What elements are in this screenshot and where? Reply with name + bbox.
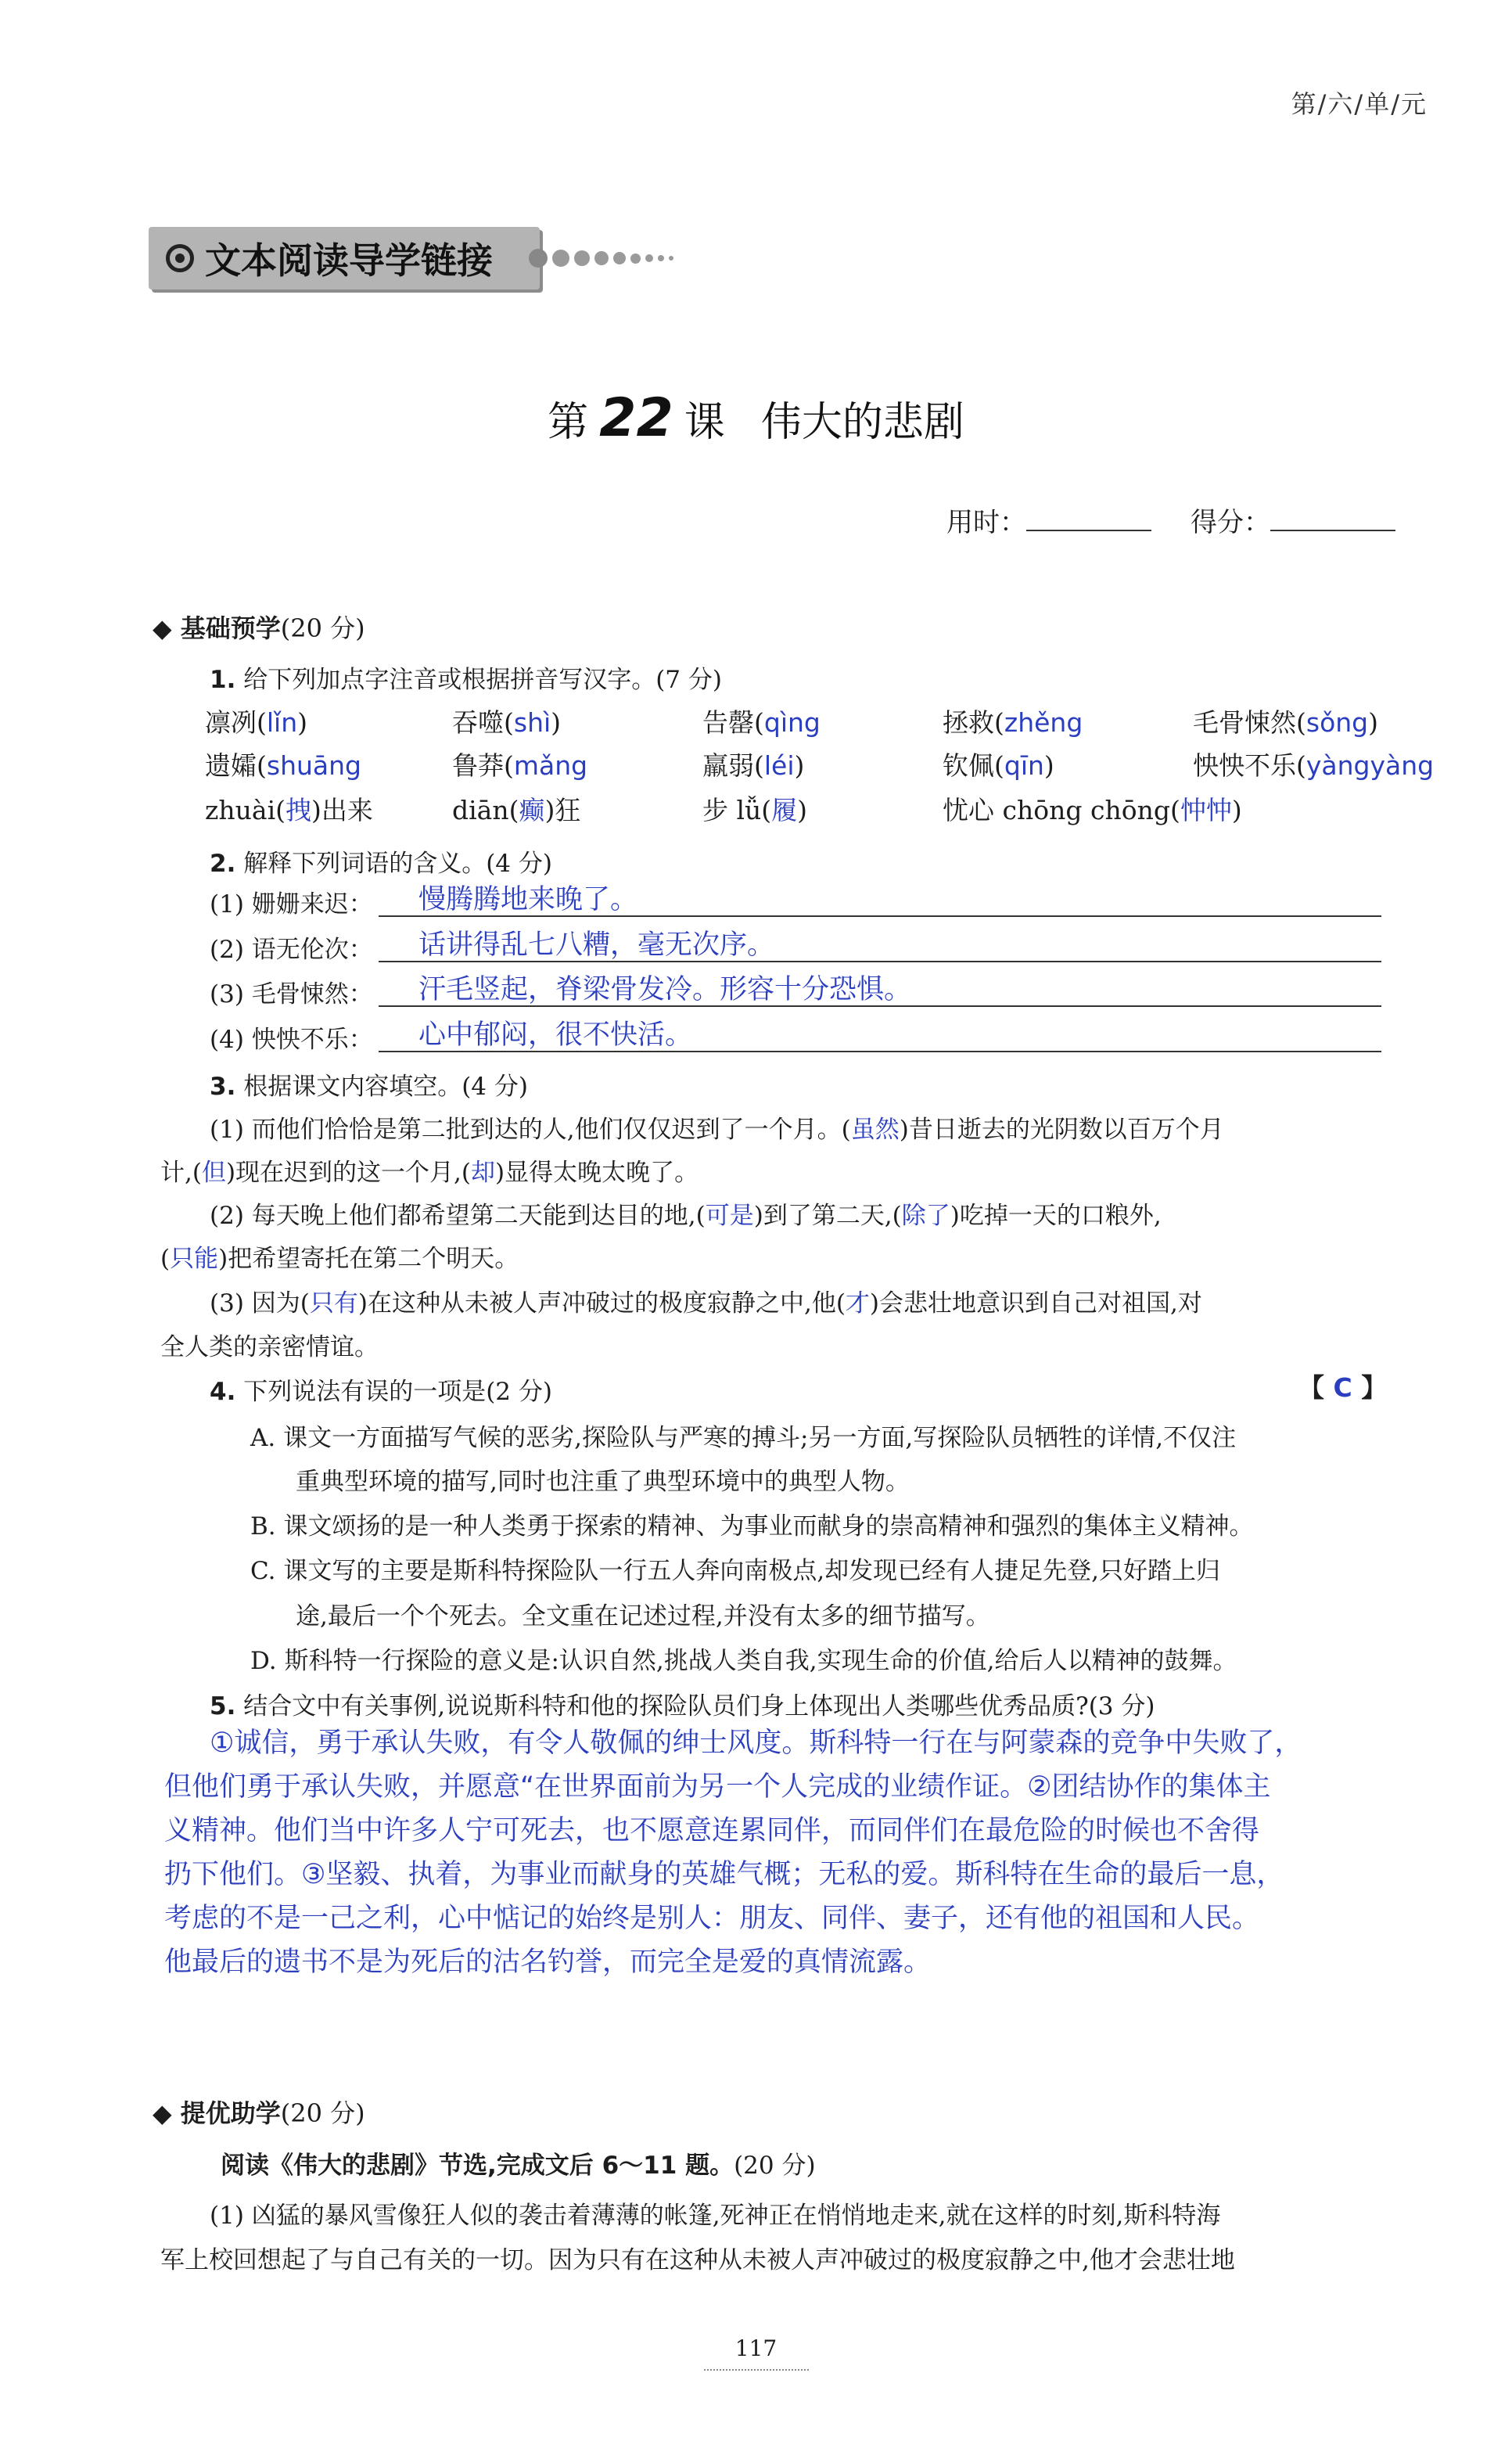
q4-stem: 4. 下列说法有误的一项是(2 分) — [210, 1378, 552, 1406]
lesson-number: 22 — [599, 387, 673, 449]
q1-item: diān(癫)狂 — [452, 795, 581, 825]
q2-answer: 汗毛竖起，脊梁骨发冷。形容十分恐惧。 — [418, 974, 912, 1005]
q1-item: 拯救(zhěng — [943, 707, 1083, 738]
q3-line1: (1) 而他们恰恰是第二批到达的人,他们仅仅迟到了一个月。(虽然)昔日逝去的光阴数以百万个月 — [210, 1116, 1224, 1144]
q1-item: 毛骨悚然(sǒng) — [1193, 707, 1378, 738]
section-banner — [149, 227, 540, 289]
reading-para-1: (1) 凶猛的暴风雪像狂人似的袭击着薄薄的帐篷,死神正在悄悄地走来,就在这样的时刻,斯科特海 — [210, 2202, 1221, 2230]
q2-label: (3) 毛骨悚然： — [210, 980, 373, 1008]
q1-item: zhuài(拽)出来 — [205, 795, 373, 825]
lesson-title — [0, 387, 1512, 449]
q1-item-answer: 癫 — [519, 795, 545, 825]
q1-item-answer: 履 — [771, 795, 798, 825]
q1-item-answer: 忡忡 — [1180, 795, 1232, 825]
section2-points: (20 分) — [280, 2098, 365, 2128]
target-icon — [166, 244, 194, 272]
section-advanced: ◆ 提优助学(20 分) — [153, 2098, 365, 2128]
page-number-underline — [704, 2369, 809, 2371]
q5-answer-line: ①诚信，勇于承认失败，有令人敬佩的绅士风度。斯科特一行在与阿蒙森的竞争中失败了， — [210, 1728, 1302, 1759]
q4-option-c-cont: 途,最后一个个死去。全文重在记述过程,并没有太多的细节描写。 — [296, 1602, 990, 1630]
q1-item: 遗孀(shuāng — [205, 750, 361, 781]
q3-line6: 全人类的亲密情谊。 — [160, 1333, 379, 1361]
q1-item: 忧心 chōng chōng(忡忡) — [943, 795, 1242, 825]
banner-label: 文本阅读导学链接 — [205, 239, 493, 282]
section1-points: (20 分) — [280, 613, 365, 643]
q4-option-d: D. 斯科特一行探险的意义是:认识自然,挑战人类自我,实现生命的价值,给后人以精神的鼓舞。 — [250, 1647, 1237, 1675]
q5-answer-line: 他最后的遗书不是为死后的沽名钓誉，而完全是爱的真情流露。 — [164, 1947, 932, 1978]
q1-item-answer: mǎng — [513, 750, 588, 781]
q1-item-answer: sǒng — [1305, 707, 1369, 738]
q2-answer: 心中郁闷，很不快活。 — [418, 1019, 693, 1051]
banner-dots — [529, 249, 673, 268]
q2-answer: 慢腾腾地来晚了。 — [418, 884, 638, 915]
reading-intro: 阅读《伟大的悲剧》节选,完成文后 6～11 题。(20 分) — [221, 2152, 816, 2180]
reading-para-2: 军上校回想起了与自己有关的一切。因为只有在这种从未被人声冲破过的极度寂静之中,他才会悲壮地 — [160, 2246, 1235, 2274]
score-label: 得分： — [1191, 507, 1270, 538]
q1-item: 羸弱(léi) — [702, 750, 805, 781]
q2-label: (1) 姗姗来迟： — [210, 890, 373, 919]
q2-stem: 2. 解释下列词语的含义。(4 分) — [210, 850, 552, 878]
unit-header: 第/六/单/元 — [1291, 89, 1428, 119]
q4-answer-box: 【 C 】 — [1298, 1372, 1388, 1403]
q4-option-c: C. 课文写的主要是斯科特探险队一行五人奔向南极点,却发现已经有人捷足先登,只好踏上归 — [250, 1557, 1221, 1585]
q1-stem: 1. 给下列加点字注音或根据拼音写汉字。(7 分) — [210, 666, 722, 694]
q1-item: 鲁莽(mǎng — [452, 750, 588, 781]
q2-answer: 话讲得乱七八糟，毫无次序。 — [418, 929, 775, 961]
q5-stem: 5. 结合文中有关事例,说说斯科特和他的探险队员们身上体现出人类哪些优秀品质?(3 分) — [210, 1692, 1155, 1720]
q1-item: 步 lǚ(履) — [702, 795, 808, 825]
q3-line5: (3) 因为(只有)在这种从未被人声冲破过的极度寂静之中,他(才)会悲壮地意识到自己对祖国,对 — [210, 1289, 1202, 1318]
q3-line3: (2) 每天晚上他们都希望第二天能到达目的地,(可是)到了第二天,(除了)吃掉一天的口粮外, — [210, 1202, 1162, 1230]
q3-stem: 3. 根据课文内容填空。(4 分) — [210, 1073, 528, 1101]
score-blank[interactable] — [1270, 506, 1395, 531]
q3-line4: (只能)把希望寄托在第二个明天。 — [160, 1245, 519, 1273]
q4-option-b: B. 课文颂扬的是一种人类勇于探索的精神、为事业而献身的崇高精神和强烈的集体主义精神。 — [250, 1512, 1254, 1541]
q5-answer-line: 义精神。他们当中许多人宁可死去，也不愿意连累同伴，而同伴们在最危险的时候也不舍得 — [164, 1815, 1260, 1846]
q5-answer-line: 扔下他们。③坚毅、执着，为事业而献身的英雄气概；无私的爱。斯科特在生命的最后一息， — [164, 1859, 1284, 1890]
q4-answer: C — [1333, 1372, 1352, 1403]
q1-item-answer: shuāng — [266, 750, 361, 781]
page-number: 117 — [734, 2335, 778, 2361]
time-score — [946, 501, 1395, 539]
q1-item-answer: shì — [513, 707, 551, 738]
section2-label: 提优助学 — [180, 2098, 281, 2128]
lesson-prefix: 第 — [548, 399, 589, 446]
q4-option-a: A. 课文一方面描写气候的恶劣,探险队与严寒的搏斗;另一方面,写探险队员牺牲的详情,不仅注 — [250, 1424, 1237, 1452]
q1-item-answer: qīn — [1004, 750, 1044, 781]
q1-item-answer: 拽 — [286, 795, 311, 825]
q1-item-answer: léi — [763, 750, 795, 781]
q2-label: (2) 语无伦次： — [210, 936, 373, 964]
q5-answer-line: 考虑的不是一己之利，心中惦记的始终是别人：朋友、同伴、妻子，还有他的祖国和人民。 — [164, 1903, 1260, 1934]
time-label: 用时： — [946, 507, 1026, 538]
q5-answer-line: 但他们勇于承认失败，并愿意“在世界面前为另一个人完成的业绩作证。②团结协作的集体主 — [164, 1771, 1271, 1803]
section-basic: ◆ 基础预学(20 分) — [153, 613, 365, 643]
q3-line2: 计,(但)现在迟到的这一个月,(却)显得太晚太晚了。 — [160, 1159, 699, 1187]
q1-item-answer: qìng — [763, 707, 821, 738]
time-blank[interactable] — [1026, 506, 1151, 531]
q1-item-answer: lǐn — [266, 707, 298, 738]
section1-label: 基础预学 — [180, 613, 281, 643]
q1-item-answer: yàngyàng — [1305, 750, 1435, 781]
q1-item: 告罄(qìng — [702, 707, 821, 738]
q1-item: 怏怏不乐(yàngyàng — [1193, 750, 1435, 781]
q4-option-a-cont: 重典型环境的描写,同时也注重了典型环境中的典型人物。 — [296, 1468, 910, 1496]
lesson-suffix: 课 — [684, 399, 725, 446]
lesson-name: 伟大的悲剧 — [760, 399, 964, 446]
q1-item: 吞噬(shì) — [452, 707, 562, 738]
q1-item: 凛冽(lǐn) — [205, 707, 308, 738]
q1-item-answer: zhěng — [1004, 707, 1083, 738]
q1-item: 钦佩(qīn) — [943, 750, 1054, 781]
q2-label: (4) 怏怏不乐： — [210, 1026, 373, 1054]
